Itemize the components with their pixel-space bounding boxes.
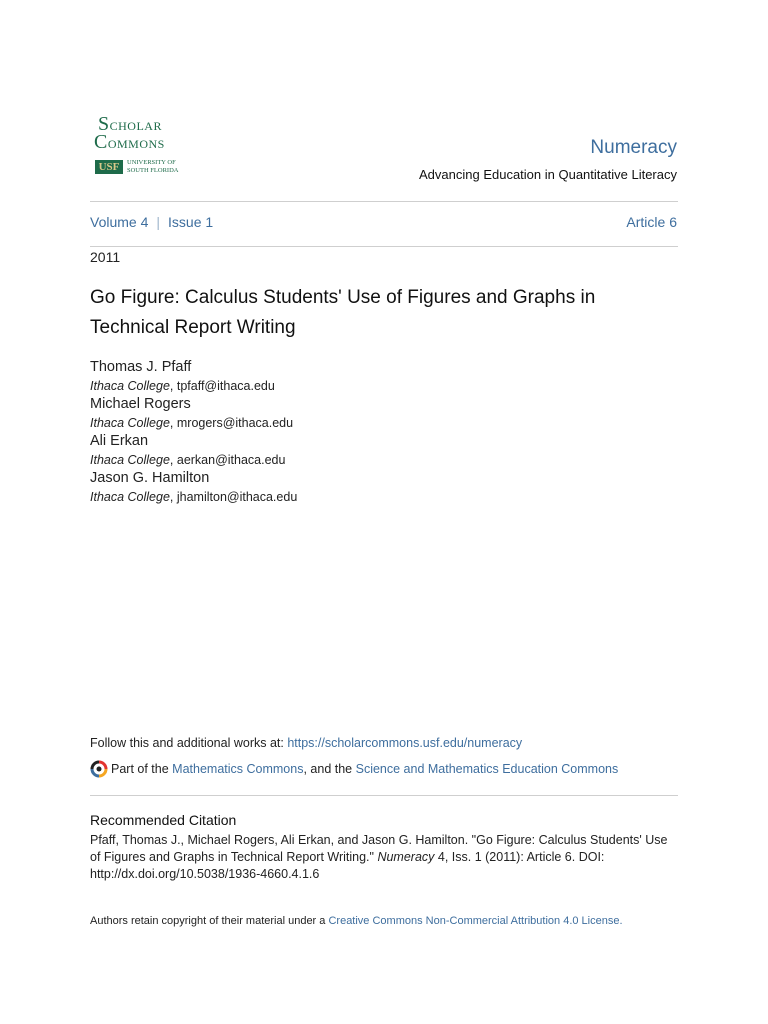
author-institution: Ithaca College bbox=[90, 379, 170, 393]
citation-journal: Numeracy bbox=[377, 850, 435, 864]
follow-label: Follow this and additional works at: bbox=[90, 736, 288, 750]
cc-license-link[interactable]: Creative Commons Non-Commercial Attribution 4.0 License. bbox=[328, 915, 623, 927]
usf-name-line2: SOUTH FLORIDA bbox=[127, 166, 179, 174]
license-prefix: Authors retain copyright of their material under a bbox=[90, 915, 329, 927]
citation-divider bbox=[90, 795, 678, 796]
recommended-citation-heading: Recommended Citation bbox=[90, 812, 237, 828]
part-of-prefix: Part of the bbox=[111, 762, 169, 776]
issue-divider bbox=[90, 246, 678, 247]
author-email[interactable]: , mrogers@ithaca.edu bbox=[169, 416, 294, 430]
science-math-education-commons-link[interactable]: Science and Mathematics Education Commons bbox=[355, 762, 619, 776]
author-affiliation bbox=[90, 451, 590, 469]
author-name: Ali Erkan bbox=[90, 433, 149, 449]
part-of-line bbox=[90, 760, 618, 778]
issue-link[interactable]: Issue 1 bbox=[168, 214, 214, 230]
logo-initial-s: S bbox=[98, 113, 110, 135]
article-link[interactable]: Article 6 bbox=[626, 214, 677, 230]
author-email[interactable]: , tpfaff@ithaca.edu bbox=[169, 379, 275, 393]
author-email[interactable]: , aerkan@ithaca.edu bbox=[169, 453, 286, 467]
journal-title-link[interactable]: Numeracy bbox=[590, 137, 677, 158]
author-list bbox=[90, 358, 590, 506]
author-institution: Ithaca College bbox=[90, 453, 170, 467]
license-line bbox=[90, 915, 623, 927]
author-entry bbox=[90, 432, 590, 469]
citation-part2: 4, Iss. 1 (2011): Article 6. DOI: http://dx.doi.org/10.5038/1936-4660.4.1.6 bbox=[90, 850, 605, 881]
logo-commons bbox=[94, 131, 165, 154]
author-name: Jason G. Hamilton bbox=[90, 470, 210, 486]
usf-name-line1: UNIVERSITY OF bbox=[127, 159, 176, 166]
author-affiliation bbox=[90, 414, 590, 432]
author-name: Michael Rogers bbox=[90, 396, 191, 412]
author-name: Thomas J. Pfaff bbox=[90, 359, 192, 375]
usf-name bbox=[127, 159, 178, 174]
author-entry bbox=[90, 358, 590, 395]
author-affiliation bbox=[90, 377, 590, 395]
author-institution: Ithaca College bbox=[90, 416, 170, 430]
scholar-commons-logo[interactable] bbox=[94, 113, 190, 177]
volume-link[interactable]: Volume 4 bbox=[90, 214, 149, 230]
volume-issue-separator: | bbox=[156, 214, 161, 230]
header-divider bbox=[90, 201, 678, 202]
citation-text bbox=[90, 832, 680, 883]
logo-scholar-rest: CHOLAR bbox=[109, 119, 162, 133]
logo-commons-rest: OMMONS bbox=[107, 137, 165, 151]
repository-url-link[interactable]: https://scholarcommons.usf.edu/numeracy bbox=[287, 736, 523, 750]
publication-year: 2011 bbox=[90, 249, 121, 265]
paper-title: Go Figure: Calculus Students' Use of Figures and Graphs in Technical Report Writing bbox=[90, 287, 596, 338]
logo-initial-c: C bbox=[94, 131, 108, 153]
author-entry bbox=[90, 469, 590, 506]
citation-part1: Pfaff, Thomas J., Michael Rogers, Ali Erkan, and Jason G. Hamilton. "Go Figure: Calculus Students' Use of Figures and Graphs in Technical Report Writing." bbox=[90, 833, 668, 864]
follow-line bbox=[90, 736, 522, 750]
journal-tagline: Advancing Education in Quantitative Literacy bbox=[419, 167, 677, 182]
author-institution: Ithaca College bbox=[90, 490, 170, 504]
network-icon bbox=[90, 760, 108, 778]
author-entry bbox=[90, 395, 590, 432]
author-affiliation bbox=[90, 488, 590, 506]
mathematics-commons-link[interactable]: Mathematics Commons bbox=[172, 762, 304, 776]
part-of-middle: , and the bbox=[303, 762, 353, 776]
usf-logo-box: USF bbox=[95, 160, 123, 174]
volume-issue-row bbox=[90, 214, 213, 230]
author-email[interactable]: , jhamilton@ithaca.edu bbox=[169, 490, 298, 504]
